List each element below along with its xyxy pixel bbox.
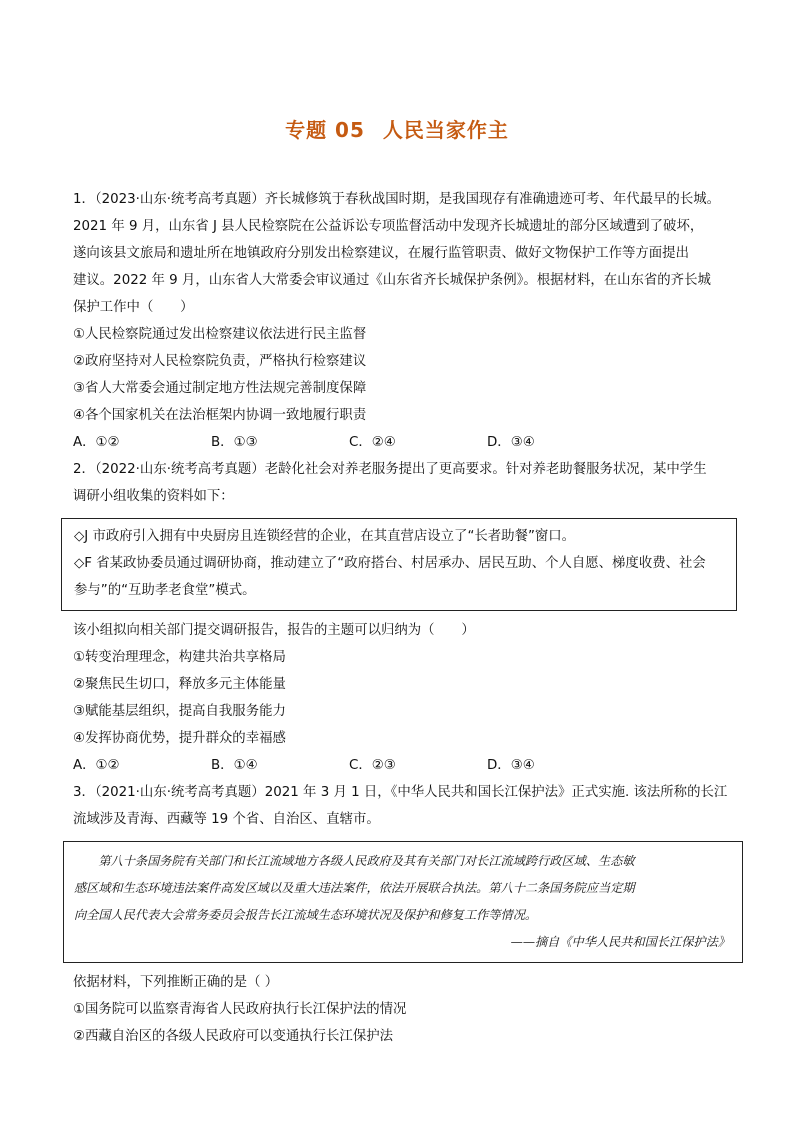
- question-1: [73, 186, 733, 456]
- title-topic: 专题 05: [285, 118, 365, 142]
- question-2: [73, 456, 733, 779]
- option-c: C．②④: [349, 435, 396, 450]
- statement-item: ④各个国家机关在法治框架内协调一致地履行职责: [73, 408, 367, 423]
- excerpt-line: 向全国人民代表大会常务委员会报告长江流域生态环境状况及保护和修复工作等情况。: [74, 908, 538, 922]
- page-title: [0, 114, 794, 143]
- option-c: C．②③: [349, 758, 396, 773]
- statement-item: ②聚焦民生切口，释放多元主体能量: [73, 677, 286, 692]
- statement-item: ①转变治理理念，构建共治共享格局: [73, 650, 286, 665]
- question-stem-line: 1．（2023·山东·统考高考真题）齐长城修筑于春秋战国时期，是我国现存有准确遗迹可考、年代最早的长城。: [73, 192, 720, 207]
- question-stem-line: 建议。2022 年 9 月，山东省人大常委会审议通过《山东省齐长城保护条例》。根据材料，在山东省的齐长城: [73, 273, 711, 288]
- excerpt-line: 感区域和生态环境违法案件高发区域以及重大违法案件，依法开展联合执法。第八十二条国务院应当定期: [74, 881, 635, 895]
- question-stem-line: 遂向该县文旅局和遗址所在地镇政府分别发出检察建议，在履行监管职责、做好文物保护工作等方面提出: [73, 246, 689, 261]
- option-b: B．①③: [211, 435, 258, 450]
- excerpt-source: ——摘自《中华人民共和国长江保护法》: [510, 935, 730, 949]
- question-3: [73, 779, 733, 1050]
- statement-item: ①国务院可以监察青海省人民政府执行长江保护法的情况: [73, 1002, 407, 1017]
- question-stem-line: 2．（2022·山东·统考高考真题）老龄化社会对养老服务提出了更高要求。针对养老助餐服务状况，某中学生: [73, 462, 707, 477]
- option-d: D．③④: [487, 758, 535, 773]
- question-stem-line: 该小组拟向相关部门提交调研报告，报告的主题可以归纳为（ ）: [73, 623, 475, 638]
- option-d: D．③④: [487, 435, 535, 450]
- material-box: [61, 518, 737, 611]
- title-name: 人民当家作主: [382, 118, 509, 142]
- option-a: A．①②: [73, 435, 120, 450]
- statement-item: ③省人大常委会通过制定地方性法规完善制度保障: [73, 381, 367, 396]
- statement-item: ④发挥协商优势，提升群众的幸福感: [73, 731, 286, 746]
- question-stem-line: 保护工作中（ ）: [73, 300, 194, 315]
- statement-item: ③赋能基层组织，提高自我服务能力: [73, 704, 286, 719]
- question-stem-line: 流域涉及青海、西藏等 19 个省、自治区、直辖市。: [73, 812, 380, 827]
- option-b: B．①④: [211, 758, 258, 773]
- material-line: ◇J 市政府引入拥有中央厨房且连锁经营的企业，在其直营店设立了“长者助餐”窗口。: [74, 529, 576, 544]
- question-stem-line: 2021 年 9 月，山东省 J 县人民检察院在公益诉讼专项监督活动中发现齐长城遗址的部分区域遭到了破坏，: [73, 219, 704, 234]
- answer-options: [73, 752, 733, 779]
- question-list: [73, 186, 733, 1050]
- statement-item: ①人民检察院通过发出检察建议依法进行民主监督: [73, 327, 367, 342]
- material-line: ◇F 省某政协委员通过调研协商，推动建立了“政府搭台、村居承办、居民互助、个人自愿、梯度收费、社会: [74, 556, 706, 571]
- excerpt-line: 第八十条国务院有关部门和长江流域地方各级人民政府及其有关部门对长江流域跨行政区域、生态敏: [74, 854, 635, 868]
- question-stem-line: 3．（2021·山东·统考高考真题）2021 年 3 月 1 日，《中华人民共和国长江保护法》正式实施. 该法所称的长江: [73, 785, 728, 800]
- question-stem-line: 调研小组收集的资料如下：: [73, 489, 234, 504]
- material-line: 参与”的“互助孝老食堂”模式。: [74, 583, 256, 598]
- answer-options: [73, 429, 733, 456]
- question-stem-line: 依据材料，下列推断正确的是（ ）: [73, 975, 279, 990]
- statement-item: ②西藏自治区的各级人民政府可以变通执行长江保护法: [73, 1029, 393, 1044]
- law-excerpt-box: [63, 841, 743, 963]
- option-a: A．①②: [73, 758, 120, 773]
- statement-item: ②政府坚持对人民检察院负责，严格执行检察建议: [73, 354, 367, 369]
